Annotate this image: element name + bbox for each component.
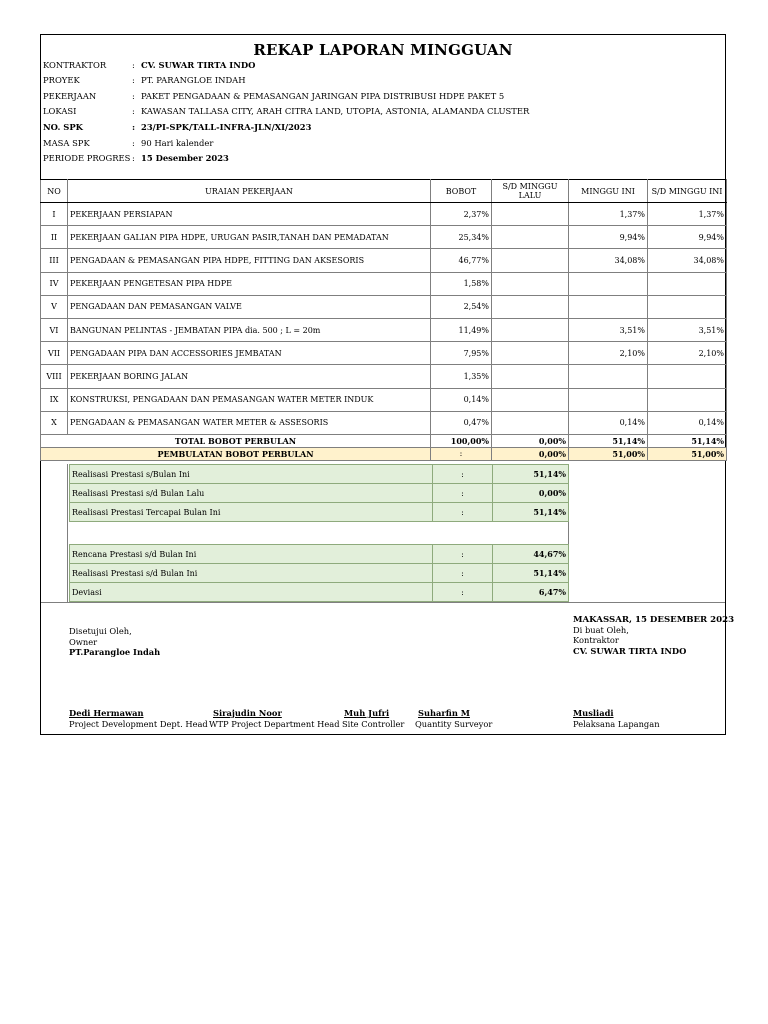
rounding-colon: : [431,447,492,460]
cell-ini [569,388,648,411]
summary-label: Realisasi Prestasi s/d Bulan Lalu [70,484,433,503]
owner-company: PT.Parangloe Indah [69,647,161,657]
info-value: 15 Desember 2023 [141,153,229,163]
cell-bobot: 1,58% [431,272,492,295]
cell-uraian: BANGUNAN PELINTAS - JEMBATAN PIPA dia. 500 ; L = 20m [68,318,431,341]
rounding-lalu: 0,00% [492,447,569,460]
cell-no: X [41,411,68,434]
rounding-sd: 51,00% [648,447,727,460]
info-value: 23/PI-SPK/TALL-INFRA-JLN/XI/2023 [141,122,312,132]
info-key: PROYEK [43,75,80,85]
cell-lalu [492,411,569,434]
summary-value: 51,14% [493,503,569,522]
summary-value: 6,47% [493,583,569,602]
cell-lalu [492,203,569,226]
cell-ini: 34,08% [569,249,648,272]
summary-table-realisasi [69,464,569,522]
summary-label: Deviasi [70,583,433,602]
cell-sd: 2,10% [648,342,727,365]
summary-row [70,503,569,522]
info-key: PEKERJAAN [43,91,97,101]
cell-sd: 34,08% [648,249,727,272]
cell-uraian: PENGADAAN PIPA DAN ACCESSORIES JEMBATAN [68,342,431,365]
total-sd: 51,14% [648,434,727,447]
total-label: TOTAL BOBOT PERBULAN [41,434,431,447]
cell-ini: 1,37% [569,203,648,226]
cell-bobot: 2,54% [431,295,492,318]
cell-bobot: 1,35% [431,365,492,388]
cell-ini: 9,94% [569,226,648,249]
cell-sd: 3,51% [648,318,727,341]
summary-row [70,545,569,564]
info-value: 90 Hari kalender [141,138,214,148]
cell-bobot: 2,37% [431,203,492,226]
info-key: PERIODE PROGRES [43,153,131,163]
table-row [41,411,727,434]
summary-row [70,583,569,602]
cell-bobot: 11,49% [431,318,492,341]
cell-uraian: PEKERJAAN GALIAN PIPA HDPE, URUGAN PASIR,TANAH DAN PEMADATAN [68,226,431,249]
table-row [41,295,727,318]
cell-uraian: PEKERJAAN BORING JALAN [68,365,431,388]
table-row [41,318,727,341]
cell-ini: 2,10% [569,342,648,365]
table-row [41,272,727,295]
info-colon: : [132,106,135,116]
cell-bobot: 25,34% [431,226,492,249]
summary-value: 0,00% [493,484,569,503]
header-sd-minggu-lalu-line1: S/D MINGGU [502,182,558,191]
info-colon: : [132,122,136,132]
cell-ini: 0,14% [569,411,648,434]
rounding-ini: 51,00% [569,447,648,460]
cell-sd [648,365,727,388]
summary-row [70,564,569,583]
cell-no: III [41,249,68,272]
cell-uraian: PENGADAAN & PEMASANGAN WATER METER & ASSESORIS [68,411,431,434]
cell-uraian: PENGADAAN DAN PEMASANGAN VALVE [68,295,431,318]
contractor-company: CV. SUWAR TIRTA INDO [573,646,687,656]
cell-sd [648,295,727,318]
info-key: LOKASI [43,106,77,116]
signatory-role: WTP Project Department Head [209,719,340,729]
signatory-name: Dedi Hermawan [69,708,144,718]
place-date: MAKASSAR, 15 DESEMBER 2023 [573,615,735,625]
summary-colon: : [433,564,493,583]
cell-lalu [492,342,569,365]
rounding-row [41,447,727,460]
signatory-role: Project Development Dept. Head [69,719,208,729]
info-value: PAKET PENGADAAN & PEMASANGAN JARINGAN PIPA DISTRIBUSI HDPE PAKET 5 [141,91,505,101]
cell-ini [569,272,648,295]
total-lalu: 0,00% [492,434,569,447]
cell-sd: 0,14% [648,411,727,434]
cell-lalu [492,272,569,295]
total-bobot: 100,00% [431,434,492,447]
signatory-name: Sirajudin Noor [213,708,282,718]
cell-bobot: 7,95% [431,342,492,365]
grid-line [67,464,68,602]
cell-no: I [41,203,68,226]
cell-bobot: 0,14% [431,388,492,411]
table-row [41,203,727,226]
signatory-name: Suharfin M [418,708,470,718]
cell-no: IX [41,388,68,411]
info-key: MASA SPK [43,138,90,148]
signatory-name: Muh Jufri [344,708,390,718]
report-sheet [40,34,735,735]
total-ini: 51,14% [569,434,648,447]
signatory-role: Quantity Surveyor [415,719,493,729]
cell-no: II [41,226,68,249]
summary-label: Realisasi Prestasi Tercapai Bulan Ini [70,503,433,522]
info-colon: : [132,153,135,163]
header-sd-minggu-lalu [492,180,569,203]
summary-row [70,465,569,484]
header-no: NO [41,180,68,203]
info-value: KAWASAN TALLASA CITY, ARAH CITRA LAND, UTOPIA, ASTONIA, ALAMANDA CLUSTER [141,106,530,116]
divider-line [41,602,725,603]
table-row [41,365,727,388]
summary-label: Realisasi Prestasi s/Bulan Ini [70,465,433,484]
cell-uraian: PEKERJAAN PENGETESAN PIPA HDPE [68,272,431,295]
header-sd-minggu-lalu-line2: LALU [518,191,542,200]
header-sd-minggu-ini: S/D MINGGU INI [648,180,727,203]
cell-sd: 1,37% [648,203,727,226]
summary-row [70,484,569,503]
summary-colon: : [433,484,493,503]
rounding-label: PEMBULATAN BOBOT PERBULAN [41,447,431,460]
header-uraian: URAIAN PEKERJAAN [68,180,431,203]
owner-label: Owner [69,637,98,647]
table-row [41,226,727,249]
report-title: REKAP LAPORAN MINGGUAN [253,41,513,59]
info-colon: : [132,138,135,148]
cell-ini: 3,51% [569,318,648,341]
cell-sd [648,272,727,295]
header-bobot: BOBOT [431,180,492,203]
info-key: NO. SPK [43,122,83,132]
summary-value: 44,67% [493,545,569,564]
table-header-row [41,180,727,203]
header-minggu-ini: MINGGU INI [569,180,648,203]
cell-lalu [492,295,569,318]
cell-sd [648,388,727,411]
cell-no: V [41,295,68,318]
summary-colon: : [433,465,493,484]
info-key: KONTRAKTOR [43,60,107,70]
cell-sd: 9,94% [648,226,727,249]
cell-lalu [492,318,569,341]
info-value: PT. PARANGLOE INDAH [141,75,246,85]
summary-colon: : [433,545,493,564]
summary-table-rencana [69,544,569,602]
summary-label: Realisasi Prestasi s/d Bulan Ini [70,564,433,583]
table-row [41,388,727,411]
cell-ini [569,365,648,388]
table-row [41,249,727,272]
info-colon: : [132,91,135,101]
contractor-label: Kontraktor [573,635,619,645]
summary-value: 51,14% [493,465,569,484]
cell-lalu [492,365,569,388]
info-colon: : [132,60,135,70]
cell-bobot: 46,77% [431,249,492,272]
cell-no: VI [41,318,68,341]
cell-ini [569,295,648,318]
info-value: CV. SUWAR TIRTA INDO [141,60,256,70]
cell-uraian: PENGADAAN & PEMASANGAN PIPA HDPE, FITTING DAN AKSESORIS [68,249,431,272]
cell-lalu [492,388,569,411]
cell-no: VII [41,342,68,365]
signatory-role: Pelaksana Lapangan [573,719,660,729]
summary-label: Rencana Prestasi s/d Bulan Ini [70,545,433,564]
cell-lalu [492,249,569,272]
total-row [41,434,727,447]
cell-lalu [492,226,569,249]
progress-table [40,179,727,461]
table-row [41,342,727,365]
signatory-role: Site Controller [342,719,405,729]
summary-value: 51,14% [493,564,569,583]
made-by-label: Di buat Oleh, [573,625,629,635]
cell-no: IV [41,272,68,295]
summary-colon: : [433,583,493,602]
approved-by-label: Disetujui Oleh, [69,626,132,636]
cell-uraian: KONSTRUKSI, PENGADAAN DAN PEMASANGAN WATER METER INDUK [68,388,431,411]
summary-colon: : [433,503,493,522]
info-colon: : [132,75,135,85]
cell-bobot: 0,47% [431,411,492,434]
cell-uraian: PEKERJAAN PERSIAPAN [68,203,431,226]
cell-no: VIII [41,365,68,388]
signatory-name: Musliadi [573,708,614,718]
